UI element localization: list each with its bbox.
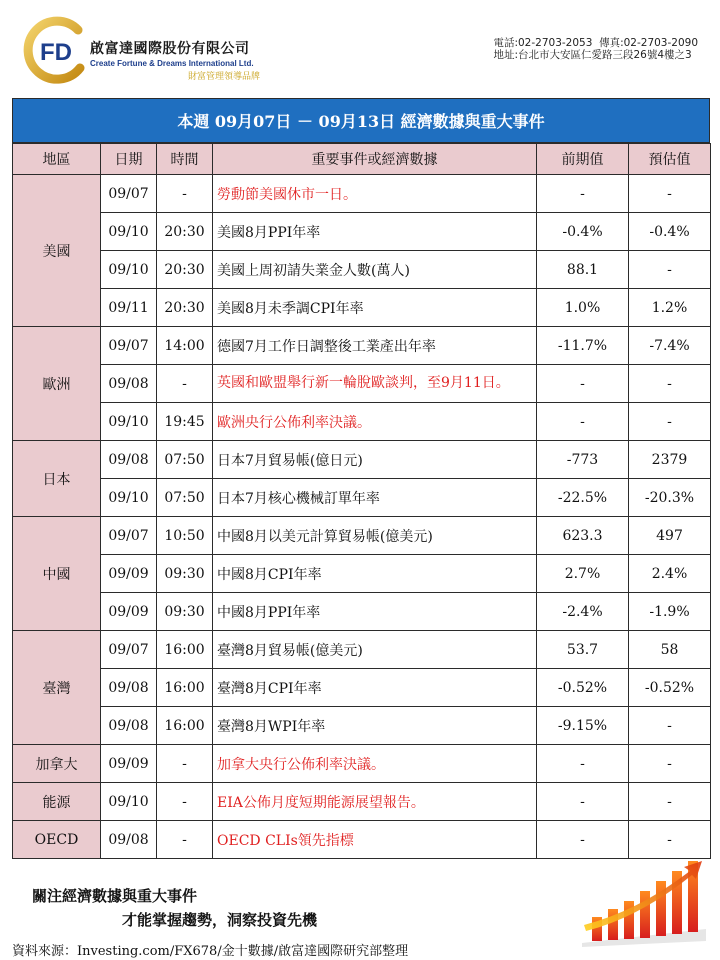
event-cell: EIA公佈月度短期能源展望報告。 [213,783,537,821]
previous-value-cell: 2.7% [537,555,629,593]
date-cell: 09/07 [101,175,157,213]
region-cell: 中國 [13,517,101,631]
previous-value-cell: - [537,365,629,403]
date-cell: 09/08 [101,669,157,707]
event-cell: 日本7月貿易帳(億日元) [213,441,537,479]
previous-value-cell: 53.7 [537,631,629,669]
contact-info [493,37,698,61]
time-cell: - [157,175,213,213]
event-cell: 歐洲央行公佈利率決議。 [213,403,537,441]
company-name-en: Create Fortune & Dreams International Ltd. [90,59,254,68]
time-cell: 20:30 [157,213,213,251]
time-cell: 07:50 [157,441,213,479]
date-cell: 09/09 [101,593,157,631]
time-cell: 09:30 [157,593,213,631]
table-body [13,175,711,859]
forecast-value-cell: -7.4% [629,327,711,365]
table-row [13,631,711,669]
date-cell: 09/07 [101,631,157,669]
fax-number: 傳真:02-2703-2090 [599,37,698,49]
date-cell: 09/07 [101,517,157,555]
data-source-note: 資料來源：Investing.com/FX678/金十數據/啟富達國際研究部整理 [12,944,409,959]
region-cell: 日本 [13,441,101,517]
table-row [13,289,711,327]
time-cell: - [157,783,213,821]
forecast-value-cell: 2379 [629,441,711,479]
time-cell: 16:00 [157,631,213,669]
previous-value-cell: -773 [537,441,629,479]
date-cell: 09/08 [101,821,157,859]
table-row [13,441,711,479]
time-cell: 07:50 [157,479,213,517]
company-slogan: 財富管理領導品牌 [188,72,261,82]
footer-slogan [32,884,317,932]
date-cell: 09/07 [101,327,157,365]
date-cell: 09/09 [101,745,157,783]
time-cell: 16:00 [157,707,213,745]
time-cell: 09:30 [157,555,213,593]
rising-bars-decoration-icon [578,855,710,947]
header-time: 時間 [157,144,213,175]
forecast-value-cell: 1.2% [629,289,711,327]
date-cell: 09/08 [101,441,157,479]
forecast-value-cell: - [629,403,711,441]
event-cell: 臺灣8月貿易帳(億美元) [213,631,537,669]
previous-value-cell: -2.4% [537,593,629,631]
forecast-value-cell: -0.4% [629,213,711,251]
header-previous: 前期值 [537,144,629,175]
time-cell: 16:00 [157,669,213,707]
region-cell: 歐洲 [13,327,101,441]
events-table-container [12,98,710,872]
previous-value-cell: -9.15% [537,707,629,745]
date-cell: 09/09 [101,555,157,593]
forecast-value-cell: - [629,251,711,289]
previous-value-cell: - [537,175,629,213]
svg-text:FD: FD [40,39,72,66]
region-cell: 加拿大 [13,745,101,783]
time-cell: - [157,745,213,783]
time-cell: 20:30 [157,289,213,327]
header-forecast: 預估值 [629,144,711,175]
event-cell: 日本7月核心機械訂單年率 [213,479,537,517]
company-name-zh: 啟富達國際股份有限公司 [90,41,250,57]
time-cell: 19:45 [157,403,213,441]
table-row [13,669,711,707]
date-cell: 09/10 [101,479,157,517]
previous-value-cell: 623.3 [537,517,629,555]
event-cell: 美國8月PPI年率 [213,213,537,251]
event-cell: 美國8月未季調CPI年率 [213,289,537,327]
forecast-value-cell: - [629,707,711,745]
table-row [13,821,711,859]
event-cell: 中國8月CPI年率 [213,555,537,593]
header-event: 重要事件或經濟數據 [213,144,537,175]
event-cell: 臺灣8月WPI年率 [213,707,537,745]
table-row [13,517,711,555]
time-cell: 14:00 [157,327,213,365]
forecast-value-cell: -20.3% [629,479,711,517]
previous-value-cell: -0.52% [537,669,629,707]
date-cell: 09/08 [101,365,157,403]
forecast-value-cell: - [629,365,711,403]
forecast-value-cell: - [629,175,711,213]
forecast-value-cell: -0.52% [629,669,711,707]
event-cell: 加拿大央行公佈利率決議。 [213,745,537,783]
forecast-value-cell: -1.9% [629,593,711,631]
event-cell: 中國8月PPI年率 [213,593,537,631]
table-row [13,213,711,251]
table-title: 本週 09月07日 － 09月13日 經濟數據與重大事件 [12,98,710,143]
table-header-row [13,144,711,175]
table-row [13,783,711,821]
footer-slogan-line1: 關注經濟數據與重大事件 [32,887,198,905]
time-cell: - [157,821,213,859]
company-logo-icon [20,16,88,84]
previous-value-cell: 1.0% [537,289,629,327]
table-row [13,555,711,593]
region-cell: 能源 [13,783,101,821]
time-cell: 10:50 [157,517,213,555]
previous-value-cell: - [537,403,629,441]
date-cell: 09/08 [101,707,157,745]
table-row [13,593,711,631]
date-cell: 09/10 [101,783,157,821]
event-cell: 美國上周初請失業金人數(萬人) [213,251,537,289]
event-cell: 勞動節美國休市一日。 [213,175,537,213]
forecast-value-cell: 2.4% [629,555,711,593]
table-row [13,175,711,213]
time-cell: - [157,365,213,403]
event-cell: 臺灣8月CPI年率 [213,669,537,707]
forecast-value-cell: - [629,783,711,821]
event-cell: OECD CLIs領先指標 [213,821,537,859]
previous-value-cell: -0.4% [537,213,629,251]
address: 地址:台北市大安區仁愛路三段26號4樓之3 [493,49,692,61]
phone-number: 電話:02-2703-2053 [493,37,593,49]
header-region: 地區 [13,144,101,175]
header-date: 日期 [101,144,157,175]
table-row [13,365,711,403]
table-row [13,327,711,365]
company-name-block [90,38,260,82]
previous-value-cell: -22.5% [537,479,629,517]
previous-value-cell: 88.1 [537,251,629,289]
table-row [13,745,711,783]
previous-value-cell: - [537,783,629,821]
event-cell: 德國7月工作日調整後工業產出年率 [213,327,537,365]
date-cell: 09/10 [101,403,157,441]
forecast-value-cell: 497 [629,517,711,555]
region-cell: 臺灣 [13,631,101,745]
events-table [12,143,711,859]
forecast-value-cell: - [629,821,711,859]
page-header [0,0,720,95]
date-cell: 09/10 [101,213,157,251]
region-cell: 美國 [13,175,101,327]
table-row [13,403,711,441]
event-cell: 中國8月以美元計算貿易帳(億美元) [213,517,537,555]
forecast-value-cell: - [629,745,711,783]
previous-value-cell: - [537,745,629,783]
table-row [13,251,711,289]
previous-value-cell: - [537,821,629,859]
region-cell: OECD [13,821,101,859]
forecast-value-cell: 58 [629,631,711,669]
footer-slogan-line2: 才能掌握趨勢，洞察投資先機 [122,911,318,929]
table-row [13,479,711,517]
time-cell: 20:30 [157,251,213,289]
table-row [13,707,711,745]
date-cell: 09/10 [101,251,157,289]
previous-value-cell: -11.7% [537,327,629,365]
date-cell: 09/11 [101,289,157,327]
event-cell: 英國和歐盟舉行新一輪脫歐談判，至9月11日。 [213,365,537,403]
